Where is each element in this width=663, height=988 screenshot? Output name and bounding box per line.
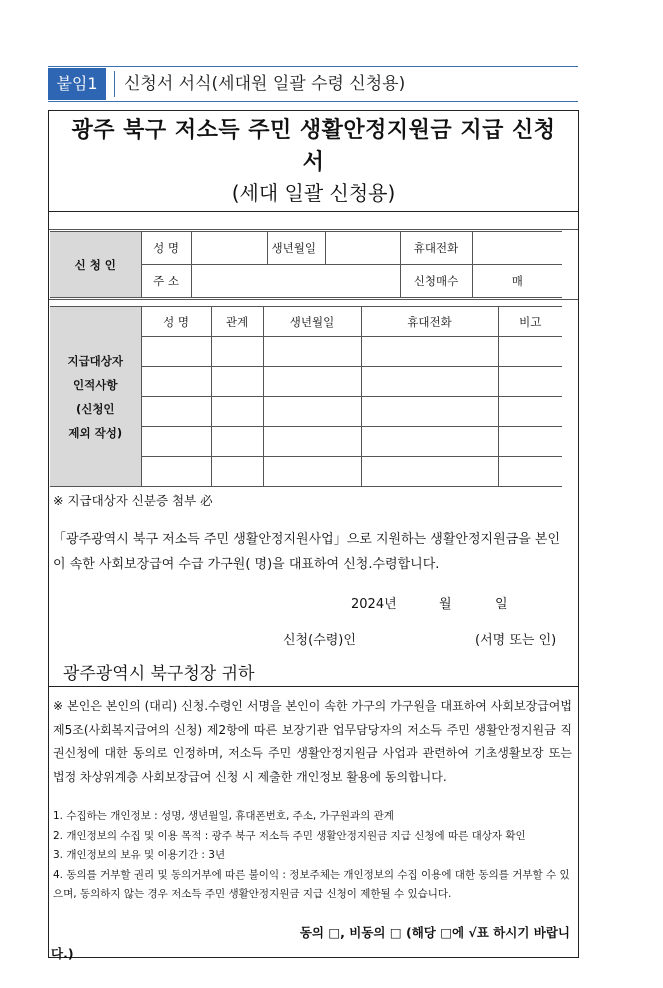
name-cell[interactable] [141, 397, 211, 427]
application-form [48, 110, 579, 961]
consent-agree-line[interactable]: 동의 □, 비동의 □ (해당 □에 √표 하시기 바랍니 [299, 925, 570, 940]
consent-item: 으며, 동의하지 않는 경우 저소득 주민 생활안정지원금 지급 신청이 제한될 수 있습니다. [53, 888, 452, 900]
header-title: 신청서 서식(세대원 일괄 수령 신청용) [124, 74, 406, 94]
remarks-cell[interactable] [498, 397, 562, 427]
applicant-count-unit: 매 [511, 274, 523, 288]
column-header-relation: 관계 [211, 307, 263, 337]
column-header-name: 성 명 [141, 307, 211, 337]
recipients-label-line1: 지급대상자 [67, 353, 124, 368]
applicant-phone-field[interactable] [472, 232, 562, 265]
recipients-table [50, 306, 562, 487]
relation-cell[interactable] [211, 367, 263, 397]
birth-cell[interactable] [263, 367, 361, 397]
applicant-phone-label: 휴대전화 [400, 232, 472, 265]
birth-cell[interactable] [263, 457, 361, 487]
header-divider [114, 71, 115, 97]
signer-label: 신청(수령)인 [283, 633, 356, 648]
phone-cell[interactable] [361, 427, 498, 457]
applicant-count-label: 신청매수 [400, 265, 472, 298]
name-cell[interactable] [141, 457, 211, 487]
phone-cell[interactable] [361, 397, 498, 427]
date-year: 2024년 [351, 597, 397, 612]
form-subtitle: (세대 일괄 신청용) [231, 181, 396, 205]
divider [49, 299, 578, 300]
name-cell[interactable] [141, 367, 211, 397]
birth-cell[interactable] [263, 397, 361, 427]
column-header-birth: 생년월일 [263, 307, 361, 337]
consent-item: 4. 동의를 거부할 권리 및 동의거부에 따른 불이익 : 정보주체는 개인정보의 수집 이용에 대한 동의를 거부할 수 있 [53, 868, 570, 881]
attachment-badge: 붙임1 [48, 68, 106, 100]
consent-paragraph: ※ 본인은 본인의 (대리) 신청.수령인 서명을 본인이 속한 가구의 가구원을 대표하여 사회보장급여법 제5조(사회복지급여의 신청) 제2항에 따른 보장기관 업무담당자의 저소득 주민 생활안정지원금 직권신청에 대한 동의로 인정하며, 저소득 주민 생활안정지원금 사업과 관련하여 기초생활보장 또는 법정 차상위계층 사회보장급여 신청 시 제출한 개인정보 활용에 동의합니다. [53, 699, 572, 784]
consent-item: 2. 개인정보의 수집 및 이용 목적 : 광주 북구 저소득 주민 생활안정지원금 지급 신청에 따른 대상자 확인 [53, 829, 526, 842]
applicant-section-label: 신 청 인 [50, 232, 141, 298]
name-cell[interactable] [141, 337, 211, 367]
relation-cell[interactable] [211, 337, 263, 367]
form-title-line1: 광주 북구 저소득 주민 생활안정지원금 지급 신청 [71, 118, 556, 143]
addressee: 광주광역시 북구청장 귀하 [63, 664, 255, 684]
applicant-birth-field[interactable] [325, 232, 400, 265]
column-header-phone: 휴대전화 [361, 307, 498, 337]
consent-items [53, 807, 572, 905]
consent-item: 1. 수집하는 개인정보 : 성명, 생년월일, 휴대폰번호, 주소, 가구원과의 관계 [53, 810, 394, 822]
form-title-block [49, 111, 578, 212]
applicant-table [50, 231, 562, 298]
consent-item: 3. 개인정보의 보유 및 이용기간 : 3년 [53, 849, 226, 861]
form-title [57, 115, 570, 179]
applicant-count-field[interactable] [472, 265, 562, 298]
applicant-name-label: 성 명 [141, 232, 191, 265]
phone-cell[interactable] [361, 457, 498, 487]
birth-cell[interactable] [263, 427, 361, 457]
name-cell[interactable] [141, 427, 211, 457]
recipients-label-line3: (신청인 [75, 401, 115, 416]
divider [49, 229, 578, 230]
header-bottom-rule [48, 101, 578, 102]
applicant-address-field[interactable] [191, 265, 400, 298]
birth-cell[interactable] [263, 337, 361, 367]
header-top-rule [48, 66, 578, 67]
applicant-address-label: 주 소 [141, 265, 191, 298]
remarks-cell[interactable] [498, 367, 562, 397]
remarks-cell[interactable] [498, 427, 562, 457]
phone-cell[interactable] [361, 337, 498, 367]
attachment-header [48, 66, 578, 102]
attachment-note: ※ 지급대상자 신분증 첨부 必 [53, 493, 213, 508]
recipients-label-line2: 인적사항 [73, 377, 118, 392]
date-month: 월 [439, 597, 452, 612]
recipients-label-line4: 제외 작성) [68, 425, 123, 440]
consent-agree-tail: 다.) [51, 946, 74, 961]
date-day: 일 [495, 597, 508, 612]
column-header-remarks: 비고 [498, 307, 562, 337]
remarks-cell[interactable] [498, 457, 562, 487]
consent-section [49, 686, 578, 961]
signature-hint: (서명 또는 인) [475, 633, 557, 648]
applicant-name-field[interactable] [191, 232, 267, 265]
relation-cell[interactable] [211, 457, 263, 487]
recipients-section-label [50, 307, 141, 487]
relation-cell[interactable] [211, 427, 263, 457]
relation-cell[interactable] [211, 397, 263, 427]
applicant-birth-label: 생년월일 [267, 232, 325, 265]
declaration-text: 「광주광역시 북구 저소득 주민 생활안정지원사업」으로 지원하는 생활안정지원금을 본인이 속한 사회보장급여 수급 가구원( 명)을 대표하여 신청.수령합니다. [53, 532, 561, 572]
phone-cell[interactable] [361, 367, 498, 397]
remarks-cell[interactable] [498, 337, 562, 367]
form-title-line2: 서 [302, 150, 325, 175]
